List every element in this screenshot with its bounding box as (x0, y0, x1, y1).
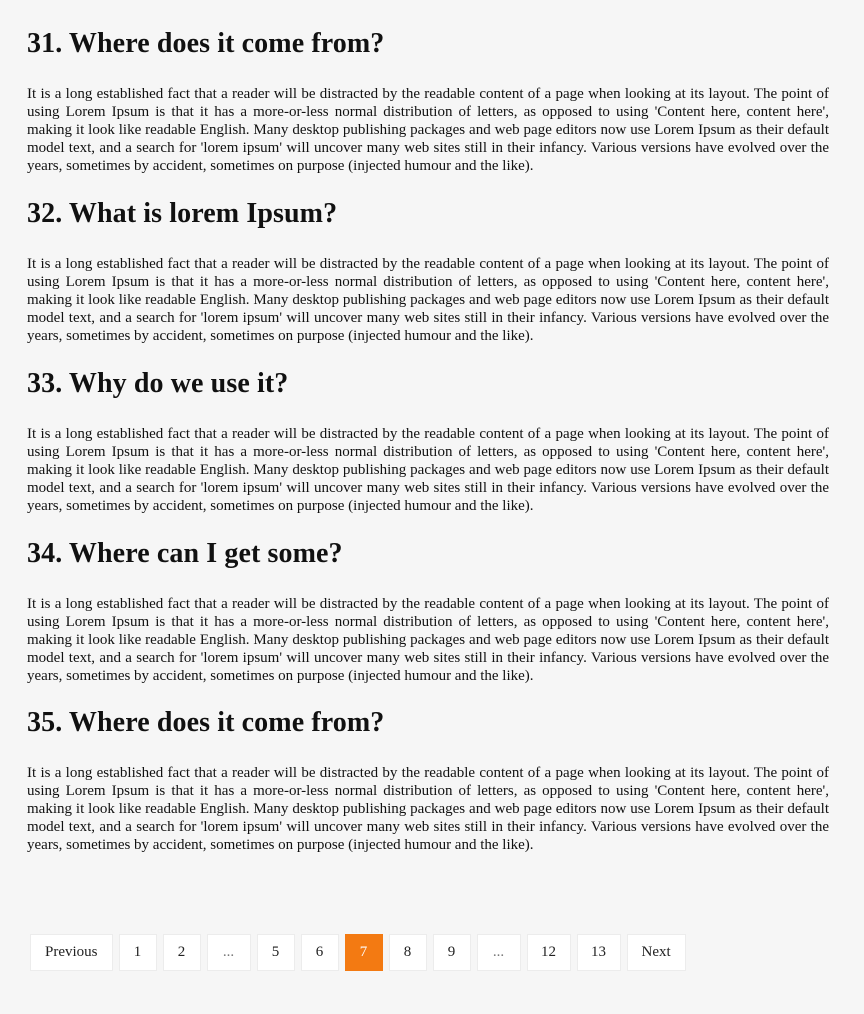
page-button-12[interactable]: 12 (527, 934, 571, 971)
article-title: 32. What is lorem Ipsum? (27, 198, 338, 229)
previous-button[interactable]: Previous (30, 934, 113, 971)
article-body: It is a long established fact that a reader will be distracted by the readable content of a page when looking at its layout. The point of using Lorem Ipsum is that it has a more-or-less normal distribution of letters, as opposed to using 'Content here, content here', making it look like readable English. Many desktop publishing packages and web page editors now use Lorem Ipsum as their default model text, and a search for 'lorem ipsum' will uncover many web sites still in their infancy. Various versions have evolved over the years, sometimes by accident, sometimes on purpose (injected humour and the like). (27, 596, 829, 684)
pagination (30, 934, 686, 971)
article-body: It is a long established fact that a reader will be distracted by the readable content of a page when looking at its layout. The point of using Lorem Ipsum is that it has a more-or-less normal distribution of letters, as opposed to using 'Content here, content here', making it look like readable English. Many desktop publishing packages and web page editors now use Lorem Ipsum as their default model text, and a search for 'lorem ipsum' will uncover many web sites still in their infancy. Various versions have evolved over the years, sometimes by accident, sometimes on purpose (injected humour and the like). (27, 86, 829, 174)
article-body: It is a long established fact that a reader will be distracted by the readable content of a page when looking at its layout. The point of using Lorem Ipsum is that it has a more-or-less normal distribution of letters, as opposed to using 'Content here, content here', making it look like readable English. Many desktop publishing packages and web page editors now use Lorem Ipsum as their default model text, and a search for 'lorem ipsum' will uncover many web sites still in their infancy. Various versions have evolved over the years, sometimes by accident, sometimes on purpose (injected humour and the like). (27, 765, 829, 853)
article-item (27, 198, 829, 345)
page-button-6[interactable]: 6 (301, 934, 339, 971)
page-button-7-current[interactable]: 7 (345, 934, 383, 971)
article-item (27, 538, 829, 685)
article-title: 31. Where does it come from? (27, 28, 385, 59)
page-button-1[interactable]: 1 (119, 934, 157, 971)
article-body: It is a long established fact that a reader will be distracted by the readable content of a page when looking at its layout. The point of using Lorem Ipsum is that it has a more-or-less normal distribution of letters, as opposed to using 'Content here, content here', making it look like readable English. Many desktop publishing packages and web page editors now use Lorem Ipsum as their default model text, and a search for 'lorem ipsum' will uncover many web sites still in their infancy. Various versions have evolved over the years, sometimes by accident, sometimes on purpose (injected humour and the like). (27, 426, 829, 514)
article-item (27, 707, 829, 854)
page-button-5[interactable]: 5 (257, 934, 295, 971)
pagination-ellipsis: ... (207, 934, 251, 971)
article-item (27, 28, 829, 175)
article-body: It is a long established fact that a reader will be distracted by the readable content of a page when looking at its layout. The point of using Lorem Ipsum is that it has a more-or-less normal distribution of letters, as opposed to using 'Content here, content here', making it look like readable English. Many desktop publishing packages and web page editors now use Lorem Ipsum as their default model text, and a search for 'lorem ipsum' will uncover many web sites still in their infancy. Various versions have evolved over the years, sometimes by accident, sometimes on purpose (injected humour and the like). (27, 256, 829, 344)
page-button-9[interactable]: 9 (433, 934, 471, 971)
article-title: 35. Where does it come from? (27, 707, 385, 738)
page-button-13[interactable]: 13 (577, 934, 621, 971)
next-button[interactable]: Next (627, 934, 686, 971)
pagination-ellipsis: ... (477, 934, 521, 971)
article-item (27, 368, 829, 515)
page-button-2[interactable]: 2 (163, 934, 201, 971)
page-button-8[interactable]: 8 (389, 934, 427, 971)
article-title: 33. Why do we use it? (27, 368, 289, 399)
article-title: 34. Where can I get some? (27, 538, 343, 569)
